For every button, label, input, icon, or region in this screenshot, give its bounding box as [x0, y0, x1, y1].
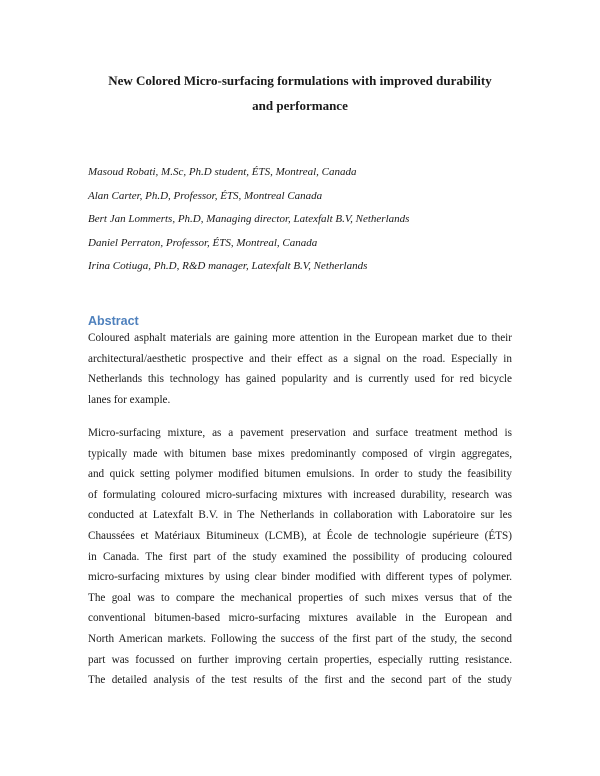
- text-line: The detailed analysis of the test results of the first and the second part of the study: [88, 674, 512, 687]
- author-5: Irina Cotiuga, Ph.D, R&D manager, Latexfalt B.V, Netherlands: [88, 260, 368, 272]
- text-line: typically made with bitumen base mixes predominantly composed of virgin aggregates,: [88, 447, 512, 460]
- paper-title: [40, 68, 560, 118]
- text-line: in Canada. The first part of the study examined the possibility of producing coloured: [88, 550, 512, 563]
- text-line: conventional bitumen-based micro-surfacing mixtures available in the European and: [88, 612, 512, 625]
- title-line-2: and performance: [252, 98, 348, 113]
- abstract-paragraph-2: [88, 423, 512, 691]
- text-line: Micro-surfacing mixture, as a pavement preservation and surface treatment method is: [88, 427, 512, 439]
- text-line: Chaussées et Matériaux Bitumineux (LCMB), at École de technologie supérieure (ÉTS): [88, 529, 512, 542]
- author-list: [88, 165, 409, 283]
- text-line: architectural/aesthetic prospective and their effect as a signal on the road. Especially in: [88, 352, 512, 365]
- text-line: lanes for example.: [88, 393, 171, 406]
- text-line: micro-surfacing mixtures by using clear binder modified with different types of polymer.: [88, 571, 512, 584]
- title-line-1: New Colored Micro-surfacing formulations with improved durability: [108, 73, 492, 88]
- text-line: Coloured asphalt materials are gaining more attention in the European market due to their: [88, 332, 512, 344]
- author-4: Daniel Perraton, Professor, ÉTS, Montreal, Canada: [88, 236, 318, 249]
- abstract-paragraph-1: [88, 328, 512, 410]
- author-3: Bert Jan Lommerts, Ph.D, Managing director, Latexfalt B.V, Netherlands: [88, 213, 410, 225]
- abstract-heading: Abstract: [88, 314, 139, 328]
- text-line: Netherlands this technology has gained popularity and is currently used for red bicycle: [88, 373, 512, 386]
- text-line: and quick setting polymer modified bitumen emulsions. In order to study the feasibility: [88, 468, 512, 481]
- text-line: conducted at Latexfalt B.V. in The Netherlands in collaboration with Laboratoire sur les: [88, 509, 512, 522]
- author-2: Alan Carter, Ph.D, Professor, ÉTS, Montreal Canada: [88, 189, 323, 202]
- text-line: of formulating coloured micro-surfacing mixtures with increased durability, research was: [88, 488, 512, 501]
- text-line: North American markets. Following the success of the first part of the study, the second: [88, 632, 512, 645]
- author-1: Masoud Robati, M.Sc, Ph.D student, ÉTS, Montreal, Canada: [88, 166, 357, 178]
- text-line: part was focussed on further improving certain properties, especially rutting resistance.: [88, 653, 512, 666]
- text-line: The goal was to compare the mechanical properties of such mixes versus that of the: [88, 591, 512, 604]
